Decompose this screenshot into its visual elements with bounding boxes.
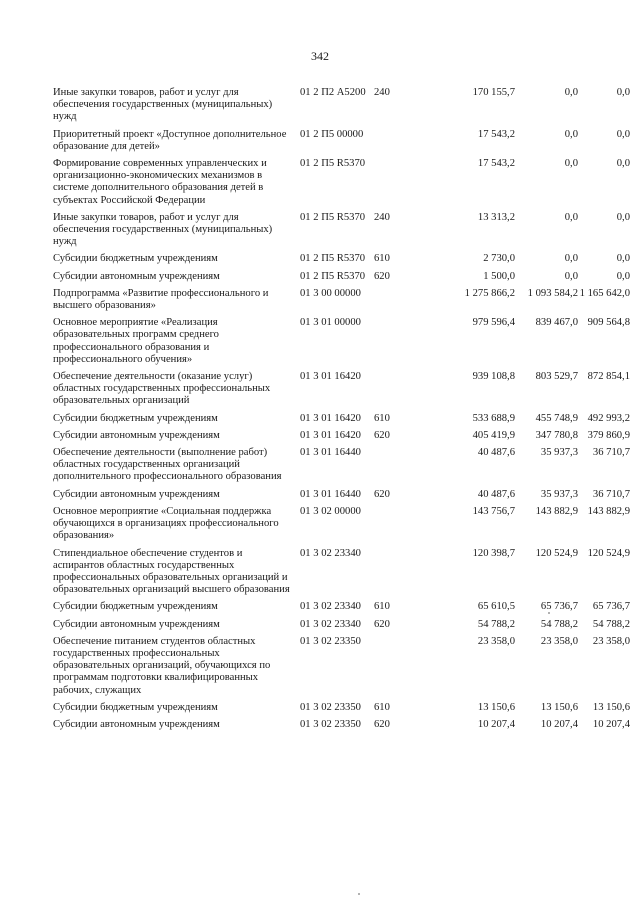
row-value-1: 2 730,0 [483, 253, 515, 265]
row-name: Формирование современных управленческих и организационно-экономических механизмов в системе дополнительного образования детей в субъектах Российской Федерации [53, 158, 267, 206]
row-kind: 620 [374, 718, 390, 730]
table-row [53, 601, 630, 613]
row-code: 01 3 01 16420 [300, 429, 361, 441]
row-name: Субсидии бюджетным учреждениям [53, 701, 218, 713]
table-row [53, 488, 630, 501]
row-value-2: 347 780,8 [535, 429, 578, 441]
row-code: 01 3 02 00000 [300, 505, 361, 517]
row-value-2: 839 467,0 [535, 317, 578, 329]
row-value-2: 0,0 [564, 253, 578, 265]
row-code: 01 3 02 23340 [300, 601, 361, 613]
row-value-1: 533 688,9 [472, 412, 515, 424]
row-value-3: 0,0 [616, 211, 630, 223]
row-kind: 620 [374, 270, 390, 282]
row-value-3: 379 860,9 [587, 429, 630, 441]
row-code: 01 3 01 16420 [300, 412, 361, 424]
row-value-1: 120 398,7 [472, 547, 515, 559]
row-name: Основное мероприятие «Социальная поддержка обучающихся в организациях профессионального образования» [53, 505, 279, 542]
budget-table [53, 87, 630, 736]
row-name: Иные закупки товаров, работ и услуг для обеспечения государственных (муниципальных) нужд [53, 87, 273, 123]
row-name: Иные закупки товаров, работ и услуг для обеспечения государственных (муниципальных) нужд [53, 211, 273, 248]
table-row [53, 547, 630, 597]
row-value-3: 872 854,1 [587, 371, 630, 383]
row-value-2: 65 736,7 [540, 601, 578, 613]
row-code: 01 3 02 23340 [300, 618, 361, 630]
table-row [53, 87, 630, 124]
row-value-3: 36 710,7 [592, 488, 630, 500]
row-value-1: 170 155,7 [472, 87, 515, 98]
row-code: 01 3 01 16420 [300, 371, 361, 383]
scan-speck [548, 612, 550, 614]
row-name: Стипендиальное обеспечение студентов и аспирантов областных государственных профессиональных образовательных организаций и образовательных организаций высшего образования [53, 547, 290, 596]
row-value-1: 939 108,8 [472, 371, 515, 383]
row-value-2: 0,0 [564, 128, 578, 140]
row-name: Приоритетный проект «Доступное дополнительное образование для детей» [53, 128, 287, 152]
row-value-1: 23 358,0 [477, 635, 515, 647]
row-value-3: 36 710,7 [592, 447, 630, 459]
row-value-3: 0,0 [616, 253, 630, 265]
row-code: 01 3 02 23340 [300, 547, 361, 559]
row-name: Субсидии бюджетным учреждениям [53, 253, 218, 265]
row-kind: 240 [374, 211, 390, 223]
row-value-3: 909 564,8 [587, 317, 630, 329]
row-value-2: 0,0 [564, 211, 578, 223]
row-value-1: 17 543,2 [477, 158, 515, 170]
row-value-1: 54 788,2 [477, 618, 515, 630]
row-value-2: 1 093 584,2 [527, 287, 578, 299]
row-code: 01 2 П5 00000 [300, 128, 364, 140]
row-code: 01 2 П5 R5370 [300, 253, 366, 265]
row-code: 01 2 П5 R5370 [300, 270, 366, 282]
row-value-3: 65 736,7 [592, 601, 630, 613]
row-value-2: 35 937,3 [540, 447, 578, 459]
row-code: 01 2 П5 R5370 [300, 158, 366, 170]
table-row [53, 158, 630, 207]
row-value-3: 0,0 [616, 128, 630, 140]
row-code: 01 3 02 23350 [300, 701, 361, 713]
table-row [53, 505, 630, 543]
row-value-2: 0,0 [564, 87, 578, 98]
row-value-2: 13 150,6 [540, 701, 578, 713]
row-code: 01 3 00 00000 [300, 287, 361, 299]
row-code: 01 3 01 00000 [300, 317, 361, 329]
table-row [53, 635, 630, 697]
row-value-3: 13 150,6 [592, 701, 630, 713]
row-value-3: 143 882,9 [587, 505, 630, 517]
row-name: Подпрограмма «Развитие профессионального и высшего образования» [53, 287, 269, 312]
row-value-2: 0,0 [564, 158, 578, 170]
row-name: Субсидии бюджетным учреждениям [53, 412, 218, 424]
row-code: 01 3 01 16440 [300, 488, 361, 500]
page-number: 342 [311, 49, 329, 63]
row-kind: 620 [374, 429, 390, 441]
row-kind: 620 [374, 618, 390, 630]
table-row [53, 128, 630, 153]
row-value-3: 10 207,4 [592, 718, 630, 730]
row-code: 01 3 02 23350 [300, 718, 361, 730]
row-value-3: 0,0 [616, 87, 630, 98]
row-value-1: 979 596,4 [472, 317, 515, 329]
row-kind: 610 [374, 701, 390, 713]
row-value-1: 13 150,6 [477, 701, 515, 713]
row-name: Субсидии бюджетным учреждениям [53, 601, 218, 613]
row-value-2: 143 882,9 [535, 505, 578, 517]
row-name: Субсидии автономным учреждениям [53, 488, 220, 500]
table-row [53, 211, 630, 249]
row-kind: 610 [374, 412, 390, 424]
row-value-1: 17 543,2 [477, 128, 515, 140]
row-value-1: 405 419,9 [472, 429, 515, 441]
row-value-2: 23 358,0 [540, 635, 578, 647]
row-code: 01 2 П5 R5370 [300, 211, 366, 223]
row-value-2: 455 748,9 [535, 412, 578, 424]
row-value-1: 65 610,5 [477, 601, 515, 613]
table-row [53, 701, 630, 714]
table-row [53, 618, 630, 631]
row-value-3: 120 524,9 [587, 547, 630, 559]
table-row [53, 371, 630, 408]
row-name: Основное мероприятие «Реализация образовательных программ среднего профессионального образования и профессионального обучения» [53, 317, 219, 365]
row-code: 01 3 02 23350 [300, 635, 361, 647]
table-row [53, 412, 630, 425]
row-value-3: 54 788,2 [592, 618, 630, 630]
row-value-1: 13 313,2 [477, 211, 515, 223]
row-value-1: 40 487,6 [477, 447, 515, 459]
row-value-3: 0,0 [616, 158, 630, 170]
row-value-3: 492 993,2 [587, 412, 630, 424]
row-value-2: 10 207,4 [540, 718, 578, 730]
row-value-2: 54 788,2 [540, 618, 578, 630]
row-name: Субсидии автономным учреждениям [53, 718, 220, 730]
table-row [53, 447, 630, 484]
scan-speck [358, 893, 360, 895]
table-row [53, 317, 630, 366]
row-code: 01 2 П2 А5200 [300, 87, 366, 98]
row-value-1: 1 500,0 [483, 270, 515, 282]
table-row [53, 718, 630, 731]
row-code: 01 3 01 16440 [300, 447, 361, 459]
row-name: Субсидии автономным учреждениям [53, 618, 220, 630]
table-row [53, 429, 630, 442]
row-value-1: 143 756,7 [472, 505, 515, 517]
row-name: Обеспечение деятельности (оказание услуг) областных государственных профессиональных образовательных организаций [53, 371, 271, 407]
row-value-2: 35 937,3 [540, 488, 578, 500]
row-name: Субсидии автономным учреждениям [53, 270, 220, 282]
row-value-3: 23 358,0 [592, 635, 630, 647]
row-value-2: 0,0 [564, 270, 578, 282]
row-value-2: 120 524,9 [535, 547, 578, 559]
row-value-1: 1 275 866,2 [464, 287, 515, 299]
row-value-3: 1 165 642,0 [579, 287, 630, 299]
row-value-3: 0,0 [616, 270, 630, 282]
table-row [53, 253, 630, 265]
table-row [53, 270, 630, 283]
row-kind: 620 [374, 488, 390, 500]
row-name: Обеспечение деятельности (выполнение работ) областных государственных организаций дополнительного профессионального образования [53, 447, 282, 483]
row-name: Обеспечение питанием студентов областных государственных профессиональных образовательных организаций, обучающихся по программам подготовки квалифицированных рабочих, служащих [53, 635, 271, 696]
row-value-1: 10 207,4 [477, 718, 515, 730]
row-kind: 610 [374, 253, 390, 265]
row-kind: 610 [374, 601, 390, 613]
row-name: Субсидии автономным учреждениям [53, 429, 220, 441]
row-kind: 240 [374, 87, 390, 98]
row-value-1: 40 487,6 [477, 488, 515, 500]
table-row [53, 287, 630, 312]
row-value-2: 803 529,7 [535, 371, 578, 383]
